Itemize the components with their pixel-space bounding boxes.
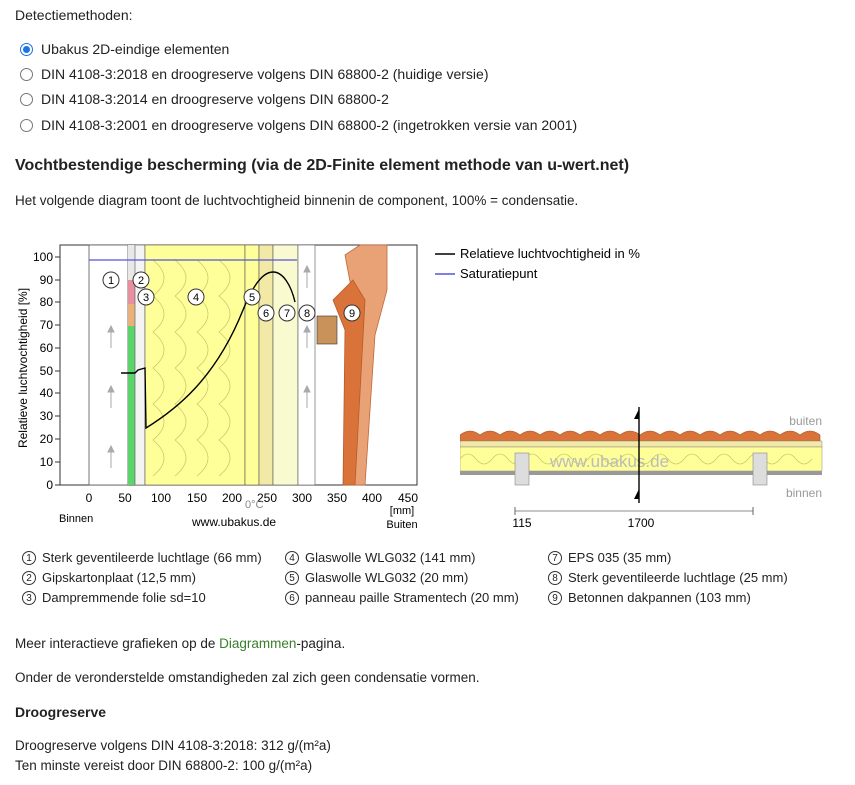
section-inside-label: binnen bbox=[785, 486, 822, 500]
section-view bbox=[460, 405, 830, 533]
method-label: DIN 4108-3:2018 en droogreserve volgens DIN 68800-2 (huidige versie) bbox=[41, 66, 489, 82]
y-tick-label: 80 bbox=[39, 295, 53, 309]
layer-label: EPS 035 (35 mm) bbox=[568, 550, 672, 565]
legend-sat-label: Saturatiepunt bbox=[460, 266, 538, 281]
layer-2-green bbox=[128, 326, 135, 485]
drying-line-2: Ten minste vereist door DIN 68800-2: 100 g/(m²a) bbox=[15, 758, 313, 773]
x-tick-label: 250 bbox=[256, 491, 278, 505]
layer-marker: 2 bbox=[137, 275, 145, 287]
layer-marker: 7 bbox=[283, 308, 291, 320]
diagram-legend bbox=[435, 244, 695, 284]
unit-label: [mm] bbox=[389, 505, 415, 517]
layer-label: Glaswolle WLG032 (20 mm) bbox=[305, 570, 469, 585]
layer-legend-9 bbox=[548, 590, 751, 605]
layer-number: 9 bbox=[548, 591, 562, 605]
section-watermark: www.ubakus.de bbox=[550, 452, 670, 471]
methods-label: Detectiemethoden: bbox=[15, 7, 133, 23]
section-outside-label: buiten bbox=[789, 414, 822, 428]
more-charts bbox=[15, 636, 345, 651]
watermark: www.ubakus.de bbox=[192, 515, 277, 529]
outside-label: Buiten bbox=[386, 519, 418, 531]
radio-button[interactable] bbox=[20, 68, 33, 81]
y-tick-labels bbox=[33, 250, 53, 492]
y-tick-label: 40 bbox=[39, 386, 53, 400]
layer-legend-2 bbox=[22, 570, 196, 585]
x-tick-label: 50 bbox=[118, 491, 132, 505]
layer-legend-4 bbox=[285, 550, 476, 565]
more-suffix: -pagina. bbox=[296, 636, 346, 651]
method-option-din2014[interactable] bbox=[20, 89, 389, 109]
layer-number: 3 bbox=[22, 591, 36, 605]
y-axis-label: Relatieve luchtvochtigheid [%] bbox=[16, 287, 30, 449]
x-tick-label: 150 bbox=[186, 491, 208, 505]
method-option-din2018[interactable] bbox=[20, 64, 488, 84]
layer-label: panneau paille Stramentech (20 mm) bbox=[305, 590, 519, 605]
layer-number: 6 bbox=[285, 591, 299, 605]
x-tick-label: 350 bbox=[326, 491, 348, 505]
section-tiles bbox=[460, 431, 820, 441]
inside-label: Binnen bbox=[59, 513, 94, 525]
layer-number: 2 bbox=[22, 571, 36, 585]
layer-label: Glaswolle WLG032 (141 mm) bbox=[305, 550, 476, 565]
layer-number: 1 bbox=[22, 551, 36, 565]
drying-line-1: Droogreserve volgens DIN 4108-3:2018: 312 g/(m²a) bbox=[15, 738, 331, 753]
dimension-label-2: 1700 bbox=[627, 516, 655, 530]
layer-number: 4 bbox=[285, 551, 299, 565]
layer-7 bbox=[273, 245, 298, 485]
x-tick-label: 450 bbox=[397, 491, 419, 505]
layer-number: 5 bbox=[285, 571, 299, 585]
more-prefix: Meer interactieve grafieken op de bbox=[15, 636, 220, 651]
layer-legend-1 bbox=[22, 550, 262, 565]
layer-legend-5 bbox=[285, 570, 468, 585]
y-tick-label: 90 bbox=[39, 273, 53, 287]
y-tick-label: 0 bbox=[46, 478, 53, 492]
radio-button[interactable] bbox=[20, 43, 33, 56]
temperature-label: 0°C bbox=[245, 499, 264, 511]
y-tick-label: 30 bbox=[39, 409, 53, 423]
batten bbox=[317, 316, 337, 344]
layer-5 bbox=[245, 245, 259, 485]
intro-text: Het volgende diagram toont de luchtvochtigheid binnenin de component, 100% = condensatie. bbox=[15, 193, 579, 208]
x-tick-label: 100 bbox=[150, 491, 172, 505]
diagrams-link[interactable]: Diagrammen bbox=[219, 636, 297, 651]
layer-label: Dampremmende folie sd=10 bbox=[42, 590, 206, 605]
legend-rh-label: Relatieve luchtvochtigheid in % bbox=[460, 246, 640, 261]
layer-legend-7 bbox=[548, 550, 671, 565]
method-option-din2001[interactable] bbox=[20, 115, 577, 135]
x-tick-label: 0 bbox=[85, 491, 93, 505]
layer-marker: 5 bbox=[248, 292, 256, 304]
condensation-result: Onder de veronderstelde omstandigheden zal zich geen condensatie vormen. bbox=[15, 670, 480, 685]
method-option-fem[interactable] bbox=[20, 39, 229, 59]
layer-6 bbox=[259, 245, 273, 485]
cut-arrow-bottom bbox=[634, 489, 639, 499]
humidity-diagram bbox=[15, 240, 435, 535]
layer-label: Sterk geventileerde luchtlage (66 mm) bbox=[42, 550, 262, 565]
y-tick-label: 100 bbox=[32, 250, 53, 264]
section-straw bbox=[460, 441, 822, 447]
y-tick-label: 10 bbox=[39, 455, 53, 469]
section-rafter bbox=[515, 453, 529, 485]
drying-title: Droogreserve bbox=[15, 704, 107, 720]
method-label: Ubakus 2D-eindige elementen bbox=[41, 41, 230, 57]
method-label: DIN 4108-3:2014 en droogreserve volgens DIN 68800-2 bbox=[41, 91, 389, 107]
x-tick-label: 300 bbox=[291, 491, 313, 505]
x-tick-label: 400 bbox=[361, 491, 383, 505]
cut-arrow-top bbox=[634, 409, 639, 419]
section-rafter bbox=[753, 453, 767, 485]
layer-2-orange bbox=[128, 304, 135, 326]
layer-marker: 3 bbox=[142, 292, 150, 304]
dimension-label-1: 115 bbox=[512, 516, 532, 530]
x-tick-label: 200 bbox=[221, 491, 243, 505]
layer-marker: 9 bbox=[348, 308, 356, 320]
radio-button[interactable] bbox=[20, 93, 33, 106]
y-tick-label: 50 bbox=[39, 364, 53, 378]
radio-button[interactable] bbox=[20, 119, 33, 132]
layer-marker: 6 bbox=[262, 308, 270, 320]
y-tick-label: 60 bbox=[39, 341, 53, 355]
layer-number: 7 bbox=[548, 551, 562, 565]
method-label: DIN 4108-3:2001 en droogreserve volgens DIN 68800-2 (ingetrokken versie van 2001) bbox=[41, 117, 578, 133]
layer-legend-6 bbox=[285, 590, 519, 605]
section-title: Vochtbestendige bescherming (via de 2D-Finite element methode van u-wert.net) bbox=[15, 157, 630, 174]
layer-number: 8 bbox=[548, 571, 562, 585]
layer-label: Betonnen dakpannen (103 mm) bbox=[568, 590, 751, 605]
y-tick-label: 20 bbox=[39, 432, 53, 446]
section-board bbox=[460, 471, 822, 475]
layer-legend-8 bbox=[548, 570, 788, 585]
layer-label: Gipskartonplaat (12,5 mm) bbox=[42, 570, 196, 585]
layer-label: Sterk geventileerde luchtlage (25 mm) bbox=[568, 570, 788, 585]
y-tick-label: 70 bbox=[39, 318, 53, 332]
y-ticks bbox=[55, 257, 60, 485]
layer-marker: 8 bbox=[303, 308, 311, 320]
layer-marker: 4 bbox=[192, 292, 200, 304]
layer-marker: 1 bbox=[107, 275, 115, 287]
layer-legend-3 bbox=[22, 590, 206, 605]
